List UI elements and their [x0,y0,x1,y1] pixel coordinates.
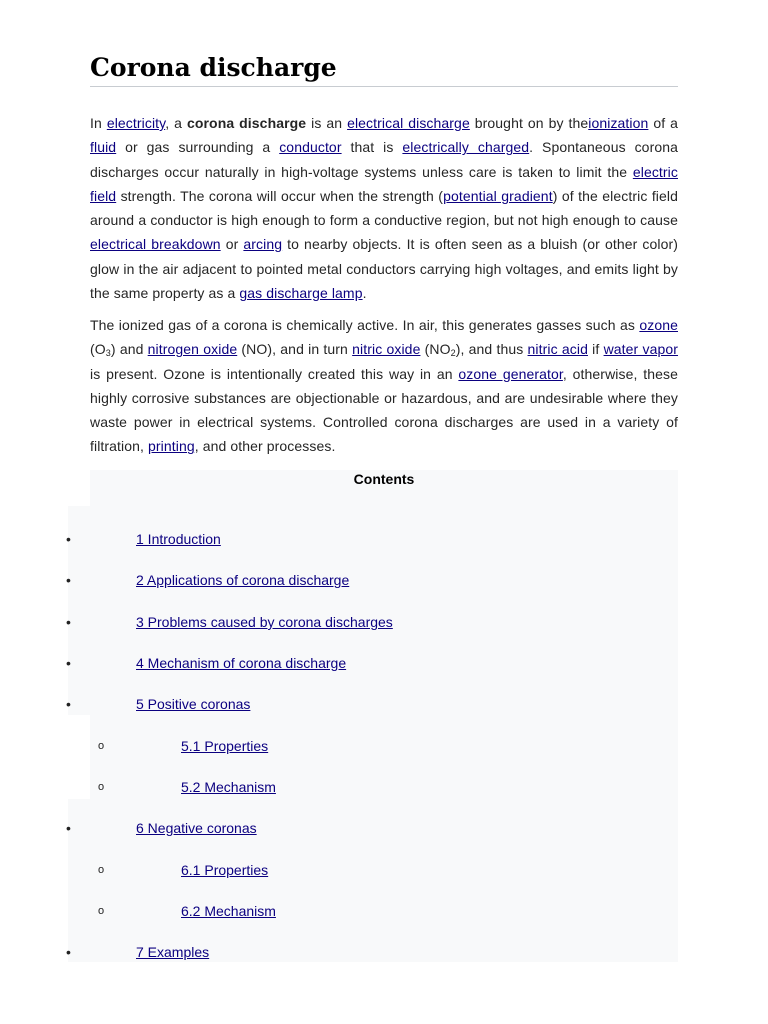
link-electric-field[interactable]: electric field [90,163,678,204]
link-fluid[interactable]: fluid [90,139,117,156]
text: In [90,115,107,131]
toc-item [0,901,768,921]
toc-item [0,694,768,714]
link-electrical-breakdown[interactable]: electrical breakdown [90,236,221,253]
link-printing[interactable]: printing [148,438,195,455]
text: or gas surrounding a [116,139,280,156]
bullet-icon: • [66,820,71,836]
link-nitrogen-oxide[interactable]: nitrogen oxide [147,341,238,358]
bold-term: corona discharge [186,115,307,131]
circle-bullet-icon: o [98,781,105,793]
text: is present. Ozone is intentionally created this way in an [90,365,459,382]
toc-link-mechanism[interactable]: 4 Mechanism of corona discharge [136,655,347,671]
text: brought on by the [469,115,589,131]
link-arcing[interactable]: arcing [243,236,283,253]
circle-bullet-icon: o [98,740,105,752]
text: if [587,341,604,358]
text: that is [341,139,403,156]
text: ) and [110,341,148,358]
toc-item [0,818,768,838]
text: or [220,236,244,253]
toc-item [0,860,768,880]
toc-item [0,612,768,632]
bullet-icon: • [66,614,71,630]
toc-link-introduction[interactable]: 1 Introduction [136,531,221,547]
toc-title: Contents [353,471,415,487]
toc-link-negative-coronas[interactable]: 6 Negative coronas [136,820,257,836]
text: , a [165,115,187,131]
link-potential-gradient[interactable]: potential gradient [443,187,553,204]
text: is an [306,115,348,131]
toc-link-positive-properties[interactable]: 5.1 Properties [181,738,269,754]
page-title: Corona discharge [90,51,678,87]
text: . Spontaneous corona discharges occur naturally in high-voltage systems unless care is taken to limit the [90,139,678,180]
circle-bullet-icon: o [98,905,105,917]
link-electricity[interactable]: electricity [106,115,166,131]
bullet-icon: • [66,944,71,960]
text: ) of the electric field around a conductor is high enough to form a conductive region, but not high enough to cause [90,187,678,229]
link-ozone-generator[interactable]: ozone generator [458,365,563,382]
link-nitric-oxide[interactable]: nitric oxide [352,341,421,358]
link-ionization[interactable]: ionization [588,115,649,131]
intro-paragraph-1 [90,111,678,305]
text: (O [90,341,106,358]
toc-link-problems[interactable]: 3 Problems caused by corona discharges [136,614,393,630]
text: strength. The corona will occur when the strength ( [116,187,444,204]
text: to nearby objects. It is often seen as a bluish (or other color) glow in the air adjacent to pointed metal conductors carrying high voltages, and emits light by the same property as a [90,236,678,302]
toc-link-applications[interactable]: 2 Applications of corona discharge [136,572,350,588]
bullet-icon: • [66,655,71,671]
text: . [362,285,367,302]
link-water-vapor[interactable]: water vapor [603,341,679,358]
toc-link-examples[interactable]: 7 Examples [136,944,210,960]
bullet-icon: • [66,572,71,588]
text: of a [648,115,679,131]
link-conductor[interactable]: conductor [279,139,342,156]
text: The ionized gas of a corona is chemically active. In air, this generates gasses such as [90,317,640,333]
intro-paragraph-2 [90,313,678,459]
link-electrical-discharge[interactable]: electrical discharge [347,115,470,131]
text: ), and thus [455,341,528,358]
subscript: 3 [105,348,111,359]
bullet-icon: • [66,531,71,547]
toc-link-negative-properties[interactable]: 6.1 Properties [181,862,269,878]
text: (NO [420,341,451,358]
toc-item [0,736,768,756]
toc-link-positive-coronas[interactable]: 5 Positive coronas [136,696,251,712]
toc-item [0,529,768,549]
toc-item [0,777,768,797]
link-nitric-acid[interactable]: nitric acid [527,341,588,358]
toc-link-positive-mechanism[interactable]: 5.2 Mechanism [181,779,276,795]
toc-item [0,942,768,962]
link-electrically-charged[interactable]: electrically charged [402,139,530,156]
link-ozone[interactable]: ozone [639,317,678,333]
circle-bullet-icon: o [98,864,105,876]
text: (NO), and in turn [237,341,353,358]
text: , otherwise, these highly corrosive substances are objectionable or hazardous, and are undesirable where they waste power in electrical systems. Controlled corona discharges are used in a variety of filtration, [90,365,678,455]
toc-item [0,653,768,673]
text: , and other processes. [194,438,336,455]
toc-link-negative-mechanism[interactable]: 6.2 Mechanism [181,903,276,919]
bullet-icon: • [66,696,71,712]
subscript: 2 [450,348,456,359]
toc-item [0,570,768,590]
link-gas-discharge-lamp[interactable]: gas discharge lamp [239,285,363,302]
